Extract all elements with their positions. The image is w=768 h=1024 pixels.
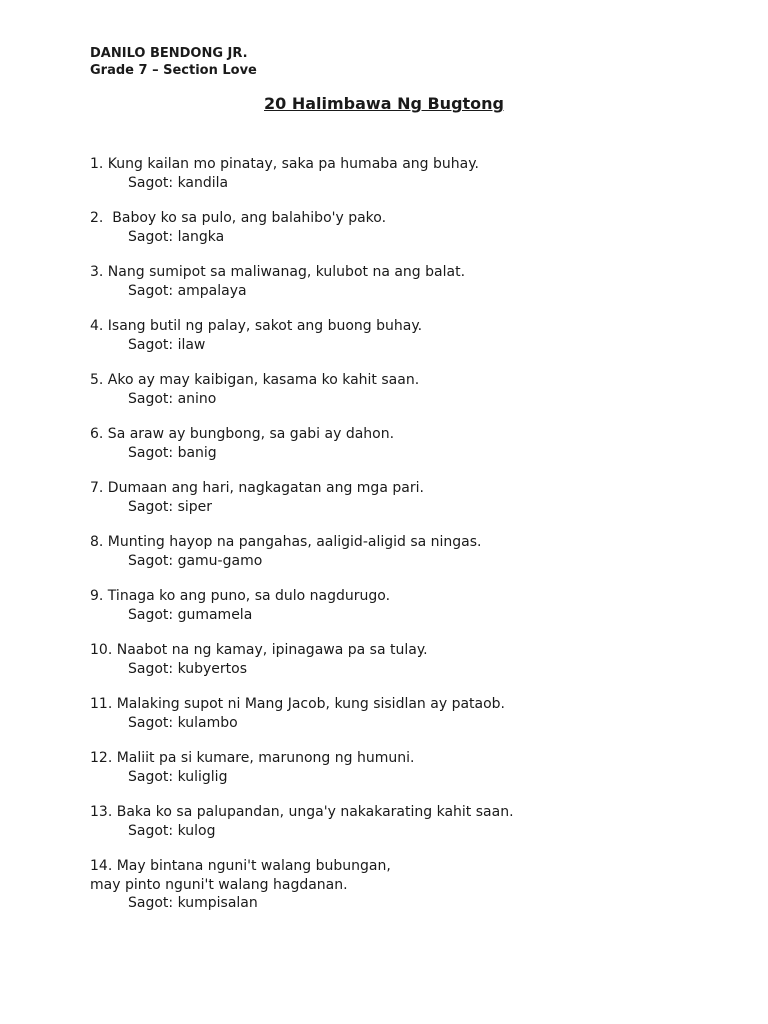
riddle-answer: Sagot: banig (128, 444, 217, 461)
riddle-item (90, 371, 710, 408)
riddle-answer: Sagot: kulambo (128, 714, 238, 731)
riddle-answer: Sagot: ampalaya (128, 282, 247, 299)
riddle-question-line: 11. Malaking supot ni Mang Jacob, kung sisidlan ay pataob. (90, 696, 506, 712)
riddle-question-line: 13. Baka ko sa palupandan, unga'y nakakarating kahit saan. (90, 804, 514, 820)
riddle-item (90, 425, 710, 462)
riddle-question-line: 14. May bintana nguni't walang bubungan, (90, 858, 391, 874)
riddle-question-line: 9. Tinaga ko ang puno, sa dulo nagdurugo. (90, 588, 391, 604)
riddle-answer: Sagot: gumamela (128, 606, 253, 623)
riddle-answer: Sagot: kandila (128, 174, 229, 191)
riddle-question-line: 1. Kung kailan mo pinatay, saka pa humaba ang buhay. (90, 156, 479, 172)
riddle-item (90, 641, 710, 678)
author-header (90, 45, 257, 79)
riddle-question-line: 12. Maliit pa si kumare, marunong ng humuni. (90, 750, 415, 766)
riddle-answer: Sagot: siper (128, 498, 213, 515)
riddle-item (90, 209, 710, 246)
riddle-item (90, 695, 710, 732)
riddle-question-line: 3. Nang sumipot sa maliwanag, kulubot na ang balat. (90, 264, 466, 280)
riddle-question-line: 8. Munting hayop na pangahas, aaligid-aligid sa ningas. (90, 534, 482, 550)
riddle-question-line: 4. Isang butil ng palay, sakot ang buong buhay. (90, 318, 423, 334)
riddle-item (90, 263, 710, 300)
riddle-question-line: 6. Sa araw ay bungbong, sa gabi ay dahon. (90, 426, 395, 442)
riddle-item (90, 803, 710, 840)
riddle-answer: Sagot: kuliglig (128, 768, 228, 785)
riddle-answer: Sagot: kubyertos (128, 660, 248, 677)
riddle-item (90, 317, 710, 354)
riddle-item (90, 155, 710, 192)
riddle-answer: Sagot: kumpisalan (128, 895, 258, 911)
riddle-list (90, 155, 710, 930)
riddle-answer: Sagot: gamu-gamo (128, 552, 263, 569)
riddle-item (90, 857, 710, 913)
riddle-answer: Sagot: anino (128, 390, 217, 407)
author-section: Grade 7 – Section Love (90, 63, 257, 78)
riddle-question-line: 7. Dumaan ang hari, nagkagatan ang mga pari. (90, 480, 424, 496)
riddle-question-line: 2. Baboy ko sa pulo, ang balahibo'y pako. (90, 210, 387, 226)
riddle-item (90, 749, 710, 786)
riddle-answer: Sagot: ilaw (128, 336, 206, 353)
author-name: DANILO BENDONG JR. (90, 46, 248, 61)
riddle-item (90, 479, 710, 516)
riddle-answer: Sagot: langka (128, 228, 225, 245)
riddle-answer: Sagot: kulog (128, 822, 216, 839)
riddle-question-line: may pinto nguni't walang hagdanan. (90, 876, 348, 893)
riddle-item (90, 587, 710, 624)
riddle-item (90, 533, 710, 570)
riddle-question-line: 5. Ako ay may kaibigan, kasama ko kahit saan. (90, 372, 420, 388)
riddle-question-line: 10. Naabot na ng kamay, ipinagawa pa sa tulay. (90, 642, 428, 658)
page-title: 20 Halimbawa Ng Bugtong (264, 94, 504, 113)
